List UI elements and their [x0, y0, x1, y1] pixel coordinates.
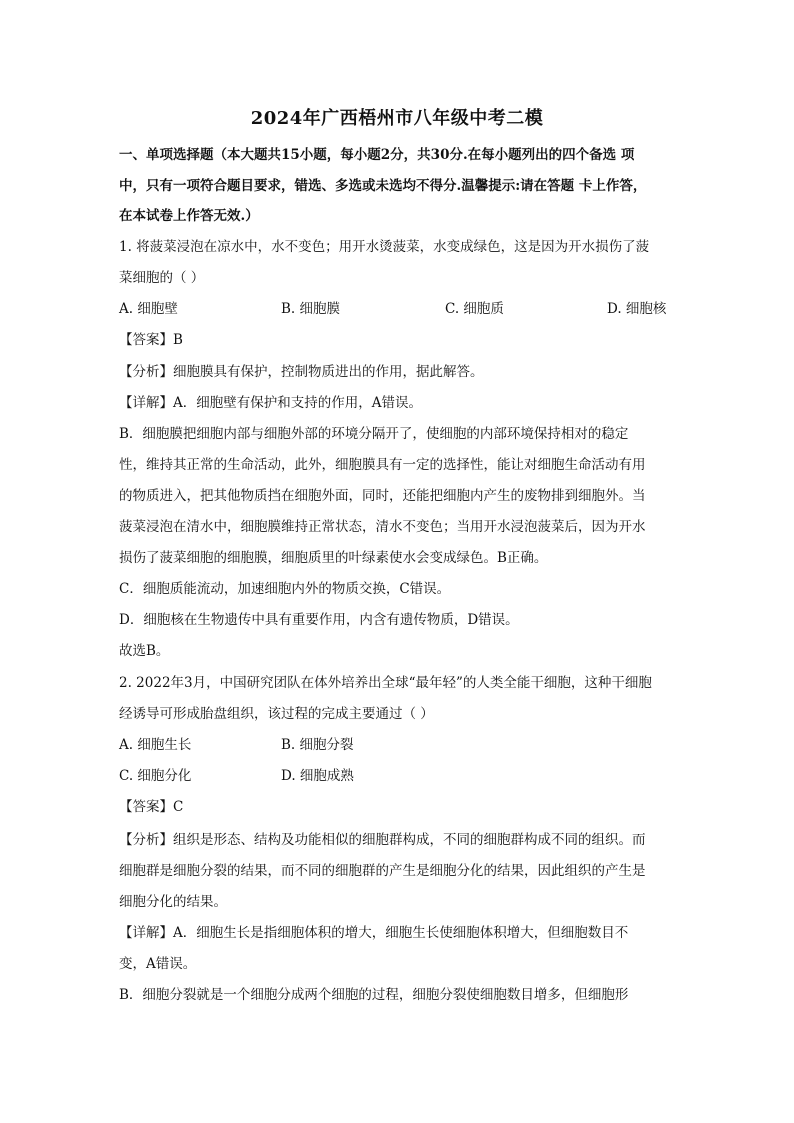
q2-detail-line-1: 【详解】A．细胞生长是指细胞体积的增大，细胞生长使细胞体积增大，但细胞数目不 [119, 925, 629, 941]
q2-detail-line-2: 变，A错误。 [119, 956, 197, 972]
q2-option-b: B. 细胞分裂 [281, 737, 354, 753]
q1-detail-line-5: 菠菜浸泡在清水中，细胞膜维持正常状态，清水不变色；当用开水浸泡菠菜后，因为开水 [119, 519, 646, 535]
q2-detail-line-3: B．细胞分裂就是一个细胞分成两个细胞的过程，细胞分裂使细胞数目增多，但细胞形 [119, 987, 629, 1003]
q2-option-d: D. 细胞成熟 [281, 768, 354, 784]
q2-option-c: C. 细胞分化 [119, 768, 192, 784]
q1-analysis: 【分析】细胞膜具有保护，控制物质进出的作用，据此解答。 [119, 364, 484, 380]
q2-analysis-line-3: 细胞分化的结果。 [119, 894, 227, 910]
q1-conclusion: 故选B。 [119, 643, 170, 659]
q1-option-a: A. 细胞壁 [119, 301, 178, 317]
q2-stem-line-1: 2. 2022年3月，中国研究团队在体外培养出全球“最年轻”的人类全能干细胞，这种干细胞 [119, 675, 652, 691]
q2-analysis-line-1: 【分析】组织是形态、结构及功能相似的细胞群构成，不同的细胞群构成不同的组织。而 [119, 832, 646, 848]
q1-answer: 【答案】B [119, 332, 183, 348]
section-heading-line-2: 中，只有一项符合题目要求，错选、多选或未选均不得分.温馨提示:请在答题 卡上作答， [119, 178, 647, 194]
q1-option-d: D. 细胞核 [607, 301, 667, 317]
q1-option-b: B. 细胞膜 [281, 301, 341, 317]
q1-stem-line-2: 菜细胞的（ ） [119, 270, 205, 286]
section-heading-line-3: 在本试卷上作答无效.） [119, 208, 259, 224]
q1-detail-line-4: 的物质进入，把其他物质挡在细胞外面，同时，还能把细胞内产生的废物排到细胞外。当 [119, 488, 646, 504]
q2-answer: 【答案】C [119, 799, 184, 815]
section-heading-line-1: 一、单项选择题（本大题共15小题，每小题2分，共30分.在每小题列出的四个备选 项 [119, 147, 635, 163]
q1-detail-line-2: B．细胞膜把细胞内部与细胞外部的环境分隔开了，使细胞的内部环境保持相对的稳定 [119, 426, 629, 442]
q2-option-a: A. 细胞生长 [119, 737, 192, 753]
q1-detail-line-7: C．细胞质能流动，加速细胞内外的物质交换，C错误。 [119, 581, 451, 597]
q2-analysis-line-2: 细胞群是细胞分裂的结果，而不同的细胞群的产生是细胞分化的结果，因此组织的产生是 [119, 863, 646, 879]
q1-detail-line-3: 性，维持其正常的生命活动，此外，细胞膜具有一定的选择性，能让对细胞生命活动有用 [119, 457, 646, 473]
q2-stem-line-2: 经诱导可形成胎盘组织，该过程的完成主要通过（ ） [119, 706, 434, 722]
q1-detail-line-6: 损伤了菠菜细胞的细胞膜，细胞质里的叶绿素使水会变成绿色。B正确。 [119, 550, 548, 566]
q1-stem-line-1: 1. 将菠菜浸泡在凉水中，水不变色；用开水烫菠菜，水变成绿色，这是因为开水损伤了菠 [119, 239, 650, 255]
page-title: 2024年广西梧州市八年级中考二模 [250, 108, 544, 129]
q1-option-c: C. 细胞质 [445, 301, 504, 317]
q1-detail-line-1: 【详解】A．细胞壁有保护和支持的作用，A错误。 [119, 395, 422, 411]
q1-detail-line-8: D．细胞核在生物遗传中具有重要作用，内含有遗传物质，D错误。 [119, 612, 519, 628]
